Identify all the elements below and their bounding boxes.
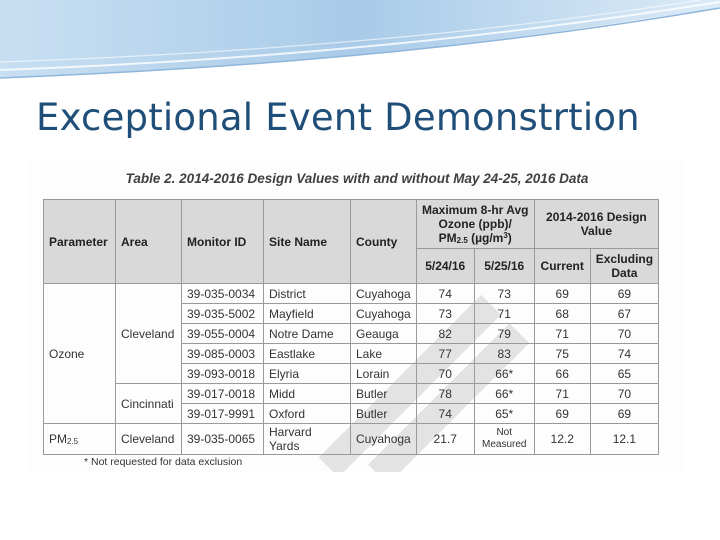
cell-monitor-id: 39-035-0034 [182,284,264,304]
design-values-table-figure [30,161,684,472]
cell-site: Harvard Yards [264,424,351,455]
cell-value: 73 [416,304,474,324]
header-site-name: Site Name [264,200,351,284]
cell-value-not-measured: Not Measured [474,424,534,455]
cell-value: 83 [474,344,534,364]
cell-value: 69 [534,404,590,424]
cell-value: 75 [534,344,590,364]
table-row [44,384,659,404]
cell-county: Butler [351,404,417,424]
area-cleveland: Cleveland [116,284,182,384]
cell-monitor-id: 39-093-0018 [182,364,264,384]
header-parameter: Parameter [44,200,116,284]
cell-monitor-id: 39-035-0065 [182,424,264,455]
cell-value: 69 [590,284,658,304]
header-date-2: 5/25/16 [474,249,534,284]
cell-value: 78 [416,384,474,404]
table-caption: Table 2. 2014-2016 Design Values with and without May 24-25, 2016 Data [125,171,589,186]
cell-county: Cuyahoga [351,424,417,455]
cell-site: Elyria [264,364,351,384]
header-current: Current [534,249,590,284]
table-row [44,284,659,304]
header-area: Area [116,200,182,284]
cell-county: Lorain [351,364,417,384]
area-cincinnati: Cincinnati [116,384,182,424]
cell-value: 73 [474,284,534,304]
cell-site: District [264,284,351,304]
cell-monitor-id: 39-017-0018 [182,384,264,404]
cell-value: 66 [534,364,590,384]
cell-value: 69 [534,284,590,304]
cell-county: Cuyahoga [351,284,417,304]
area-cleveland-pm: Cleveland [116,424,182,455]
slide-title: Exceptional Event Demonstrtion [36,96,640,139]
header-monitor-id: Monitor ID [182,200,264,284]
cell-county: Geauga [351,324,417,344]
cell-value: 70 [590,324,658,344]
cell-value: 70 [416,364,474,384]
cell-monitor-id: 39-085-0003 [182,344,264,364]
cell-site: Mayfield [264,304,351,324]
cell-value: 71 [534,324,590,344]
cell-value: 12.1 [590,424,658,455]
table-row-pm [44,424,659,455]
cell-value: 74 [590,344,658,364]
cell-monitor-id: 39-017-9991 [182,404,264,424]
cell-value: 70 [590,384,658,404]
cell-value: 71 [474,304,534,324]
header-swoosh-decoration [0,0,720,90]
header-design-value: 2014-2016 Design Value [534,200,658,249]
cell-value: 65 [590,364,658,384]
cell-value: 65* [474,404,534,424]
cell-site: Midd [264,384,351,404]
cell-monitor-id: 39-035-5002 [182,304,264,324]
cell-site: Eastlake [264,344,351,364]
cell-site: Notre Dame [264,324,351,344]
cell-value: 82 [416,324,474,344]
cell-value: 74 [416,404,474,424]
cell-value: 69 [590,404,658,424]
cell-value: 66* [474,384,534,404]
header-max-avg: Maximum 8-hr Avg Ozone (ppb)/ PM2.5 $(\mu g/m^3)$ [416,200,534,249]
cell-value: 67 [590,304,658,324]
header-date-1: 5/24/16 [416,249,474,284]
cell-county: Butler [351,384,417,404]
group-pm25: PM2.5 [44,424,116,455]
cell-value: 12.2 [534,424,590,455]
design-values-table [43,199,659,455]
group-ozone: Ozone [44,284,116,424]
header-county: County [351,200,417,284]
cell-value: 77 [416,344,474,364]
cell-county: Lake [351,344,417,364]
cell-value: 79 [474,324,534,344]
cell-monitor-id: 39-055-0004 [182,324,264,344]
table-footnote: * Not requested for data exclusion [84,456,243,468]
header-excluding: Excluding Data [590,249,658,284]
cell-site: Oxford [264,404,351,424]
cell-value: 68 [534,304,590,324]
cell-county: Cuyahoga [351,304,417,324]
cell-value: 74 [416,284,474,304]
cell-value: 66* [474,364,534,384]
cell-value: 21.7 [416,424,474,455]
cell-value: 71 [534,384,590,404]
